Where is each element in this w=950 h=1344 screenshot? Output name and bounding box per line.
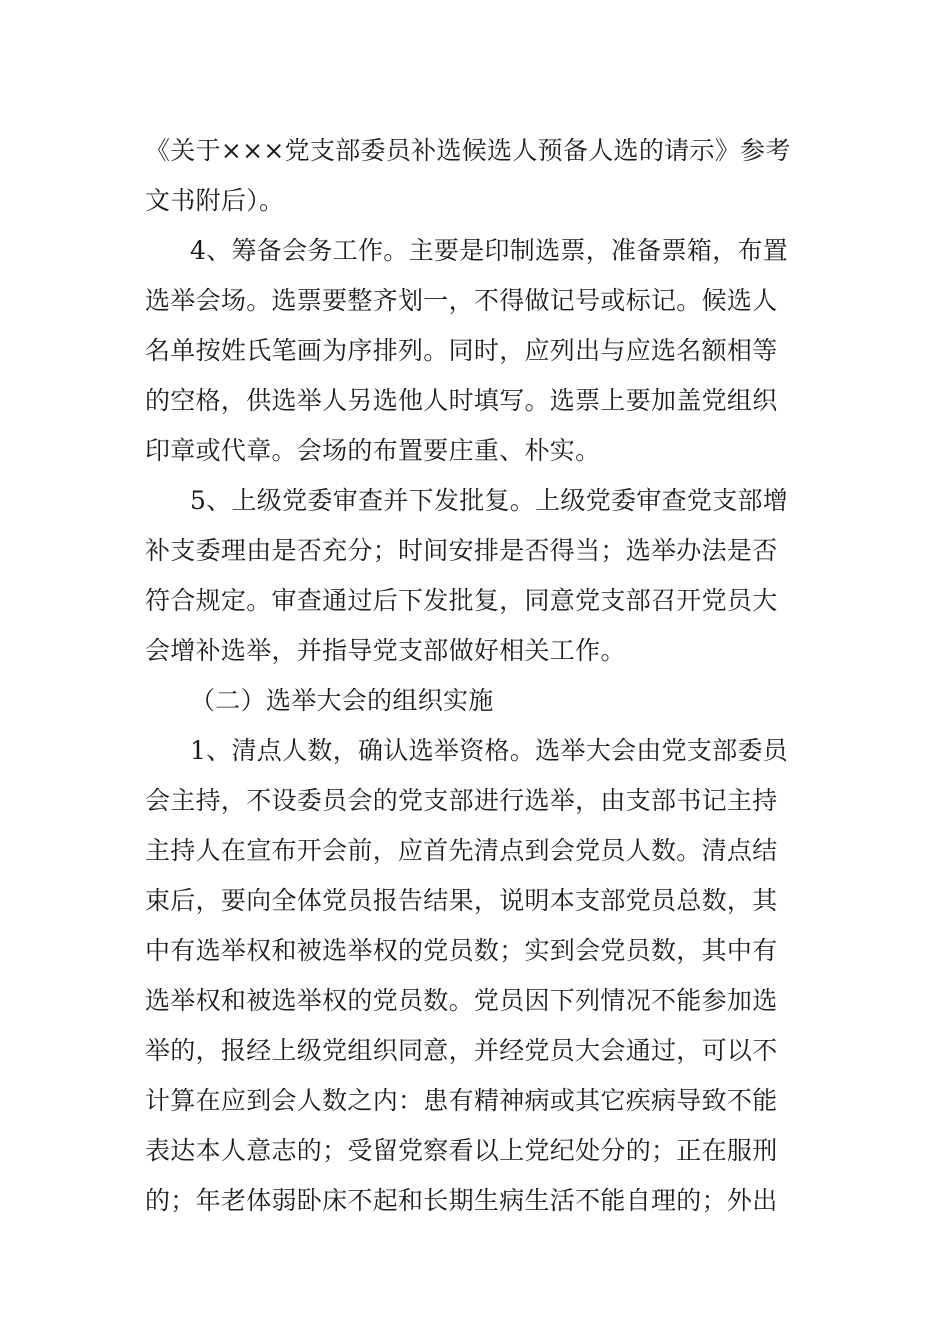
paragraph-line: 1、清点人数，确认选举资格。选举大会由党支部委员 — [190, 736, 789, 765]
section-heading: （二）选举大会的组织实施 — [190, 686, 494, 715]
text-line: 举的，报经上级党组织同意，并经党员大会通过，可以不 — [145, 1036, 778, 1065]
text-line: 选举权和被选举权的党员数。党员因下列情况不能参加选 — [145, 986, 778, 1015]
text-line: 的空格，供选举人另选他人时填写。选票上要加盖党组织 — [145, 386, 778, 415]
paragraph-line: 5、上级党委审查并下发批复。上级党委审查党支部增 — [190, 486, 789, 515]
text-line: 符合规定。审查通过后下发批复，同意党支部召开党员大 — [145, 586, 778, 615]
text-line: 补支委理由是否充分；时间安排是否得当；选举办法是否 — [145, 536, 778, 565]
text-line: 印章或代章。会场的布置要庄重、朴实。 — [145, 436, 601, 465]
text-line: 主持人在宣布开会前，应首先清点到会党员人数。清点结 — [145, 836, 778, 865]
text-line: 计算在应到会人数之内：患有精神病或其它疾病导致不能 — [145, 1086, 778, 1115]
text-line: 束后，要向全体党员报告结果，说明本支部党员总数，其 — [145, 886, 778, 915]
text-line: 会增补选举，并指导党支部做好相关工作。 — [145, 636, 626, 665]
text-line: 中有选举权和被选举权的党员数；实到会党员数，其中有 — [145, 936, 778, 965]
text-line: 会主持，不设委员会的党支部进行选举，由支部书记主持 — [145, 786, 778, 815]
text-line: 的；年老体弱卧床不起和长期生病生活不能自理的；外出 — [145, 1186, 778, 1215]
text-line: 文书附后）。 — [145, 186, 285, 215]
text-line: 《关于×××党支部委员补选候选人预备人选的请示》参考 — [145, 136, 791, 165]
text-line: 名单按姓氏笔画为序排列。同时，应列出与应选名额相等 — [145, 336, 778, 365]
text-line: 选举会场。选票要整齐划一，不得做记号或标记。候选人 — [145, 286, 778, 315]
paragraph-line: 4、筹备会务工作。主要是印制选票，准备票箱，布置 — [190, 236, 789, 265]
text-line: 表达本人意志的；受留党察看以上党纪处分的；正在服刑 — [145, 1136, 778, 1165]
